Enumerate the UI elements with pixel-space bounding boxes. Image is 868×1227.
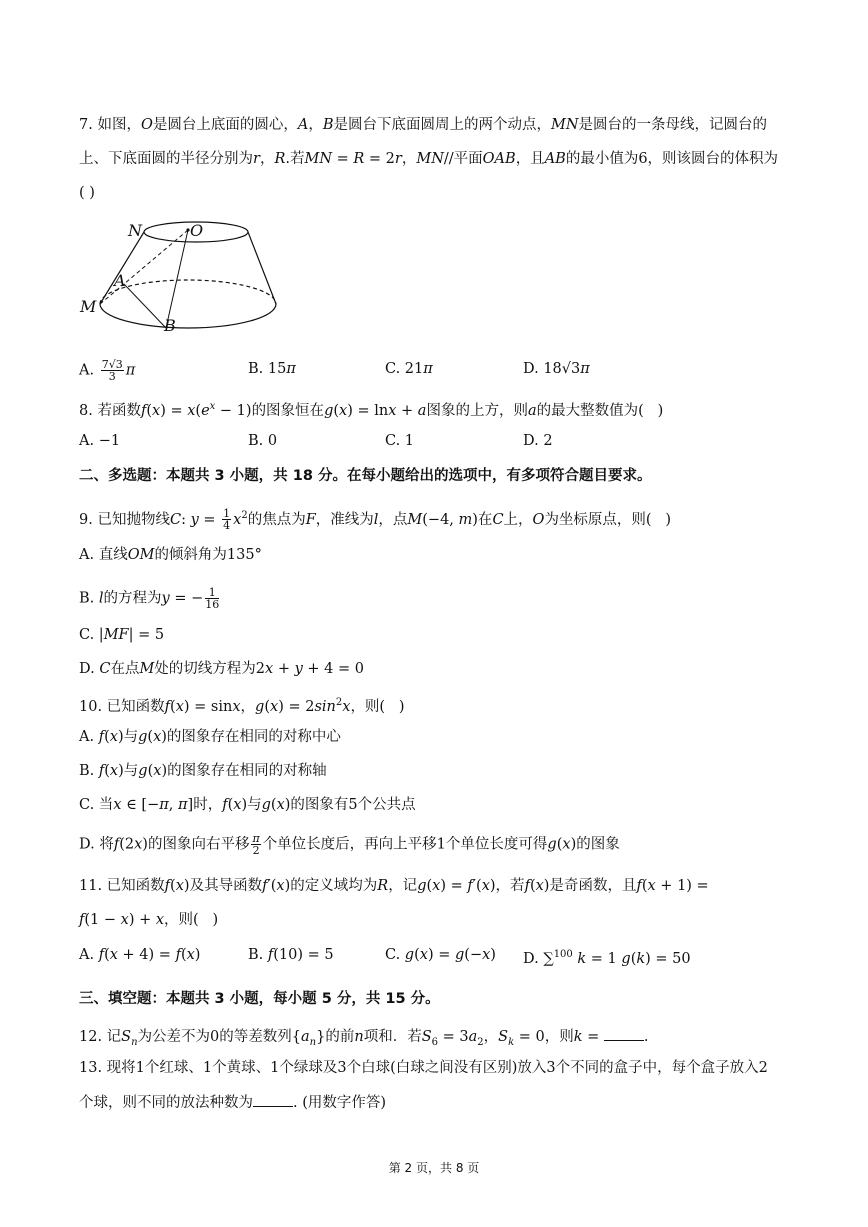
q8-option-c: C. 1 [385,433,415,449]
page-footer: 第 2 页，共 8 页 [388,1161,480,1175]
q9-option-d: D. C在点M处的切线方程为2x + y + 4 = 0 [79,661,364,677]
q9-option-c: C. |MF| = 5 [79,627,165,643]
q8-option-a: A. −1 [79,433,121,449]
q8-text: 8. 若函数$f(x) = x(e^x - 1)$的图象恒在g(x) = lnx + a图象的上方，则a的最大整数值为( ) [79,401,664,419]
q7-option-b: B. 15π [248,361,296,377]
q7-line2: 上、下底面圆的半径分别为r，R.若MN = R = 2r，MN//平面OAB，且AB的最小值为6，则该圆台的体积为 [79,151,779,167]
section2-heading: 二、多选题：本题共 3 小题，共 18 分。在每小题给出的选项中，有多项符合题目要求。 [79,468,652,484]
q10-option-d: D. 将f(2x)的图象向右平移 $\frac{\pi}{2}$ 个单位长度后，再向上平移1个单位长度可得g(x)的图象 [79,832,620,857]
q11-option-d: D. ∑$^{100}$ k = 1 g(k) = 50 [523,949,691,967]
q12-text: 12. 记$S_n$为公差不为0的等差数列$\{a_n\}$的前n项和．若$S_6 = 3a_2$，$S_k = 0$，则k = . [79,1026,649,1053]
label-A: A [114,271,126,290]
q9-option-a: A. 直线OM的倾斜角为135° [79,547,262,563]
q9-option-b: B. l的方程为y = − $\frac{1}{16}$ [79,586,220,611]
q7-option-d: D. 18√3π [523,361,590,377]
q11-option-b: B. f(10) = 5 [248,947,334,963]
q13-line2: 个球，则不同的放法种数为 . (用数字作答) [79,1092,386,1113]
q10-text: 10. 已知函数f(x) = sinx，$g(x) = 2\sin^2x$，则( ) [79,697,405,715]
q11-option-c: C. g(x) = g(−x) [385,947,496,963]
q8-option-b: B. 0 [248,433,278,449]
q10-option-a: A. f(x)与g(x)的图象存在相同的对称中心 [79,729,341,745]
q11-line2: f(1 − x) + x，则( ) [79,912,219,928]
label-M: M [80,297,97,316]
q10-option-b: B. f(x)与g(x)的图象存在相同的对称轴 [79,763,327,779]
q7-option-c: C. 21π [385,361,433,377]
frustum-figure [78,218,288,338]
q13-line1: 13. 现将1个红球、1个黄球、1个绿球及3个白球(白球之间没有区别)放入3个不同的盒子中，每个盒子放入2 [79,1060,768,1076]
q8-option-d: D. 2 [523,433,553,449]
q11-option-a: A. f(x + 4) = f(x) [79,947,201,963]
q7-option-a: A. $\frac{7√3}{3}$ π [79,358,136,383]
q10-option-c: C. 当x ∈ [−π, π]时，f(x)与g(x)的图象有5个公共点 [79,797,416,813]
section3-heading: 三、填空题：本题共 3 小题，每小题 5 分，共 15 分。 [79,991,440,1007]
q7-line1: 7. 如图，O是圆台上底面的圆心，A，B是圆台下底面圆周上的两个动点，MN是圆台的一条母线，记圆台的 [79,117,768,133]
label-N: N [128,221,142,240]
label-O: O [190,221,204,240]
q7-paren: ( ) [79,185,95,201]
q11-line1: 11. 已知函数f(x)及其导函数f′(x)的定义域均为R，记g(x) = f′(x)，若f(x)是奇函数，且f(x + 1) = [79,878,709,894]
q9-text: 9. 已知抛物线C: y = $\frac{1}{4}$ $x^2$的焦点为F，准线为l，点M(−4, m)在C上，O为坐标原点，则( ) [79,507,672,533]
label-B: B [164,316,176,335]
